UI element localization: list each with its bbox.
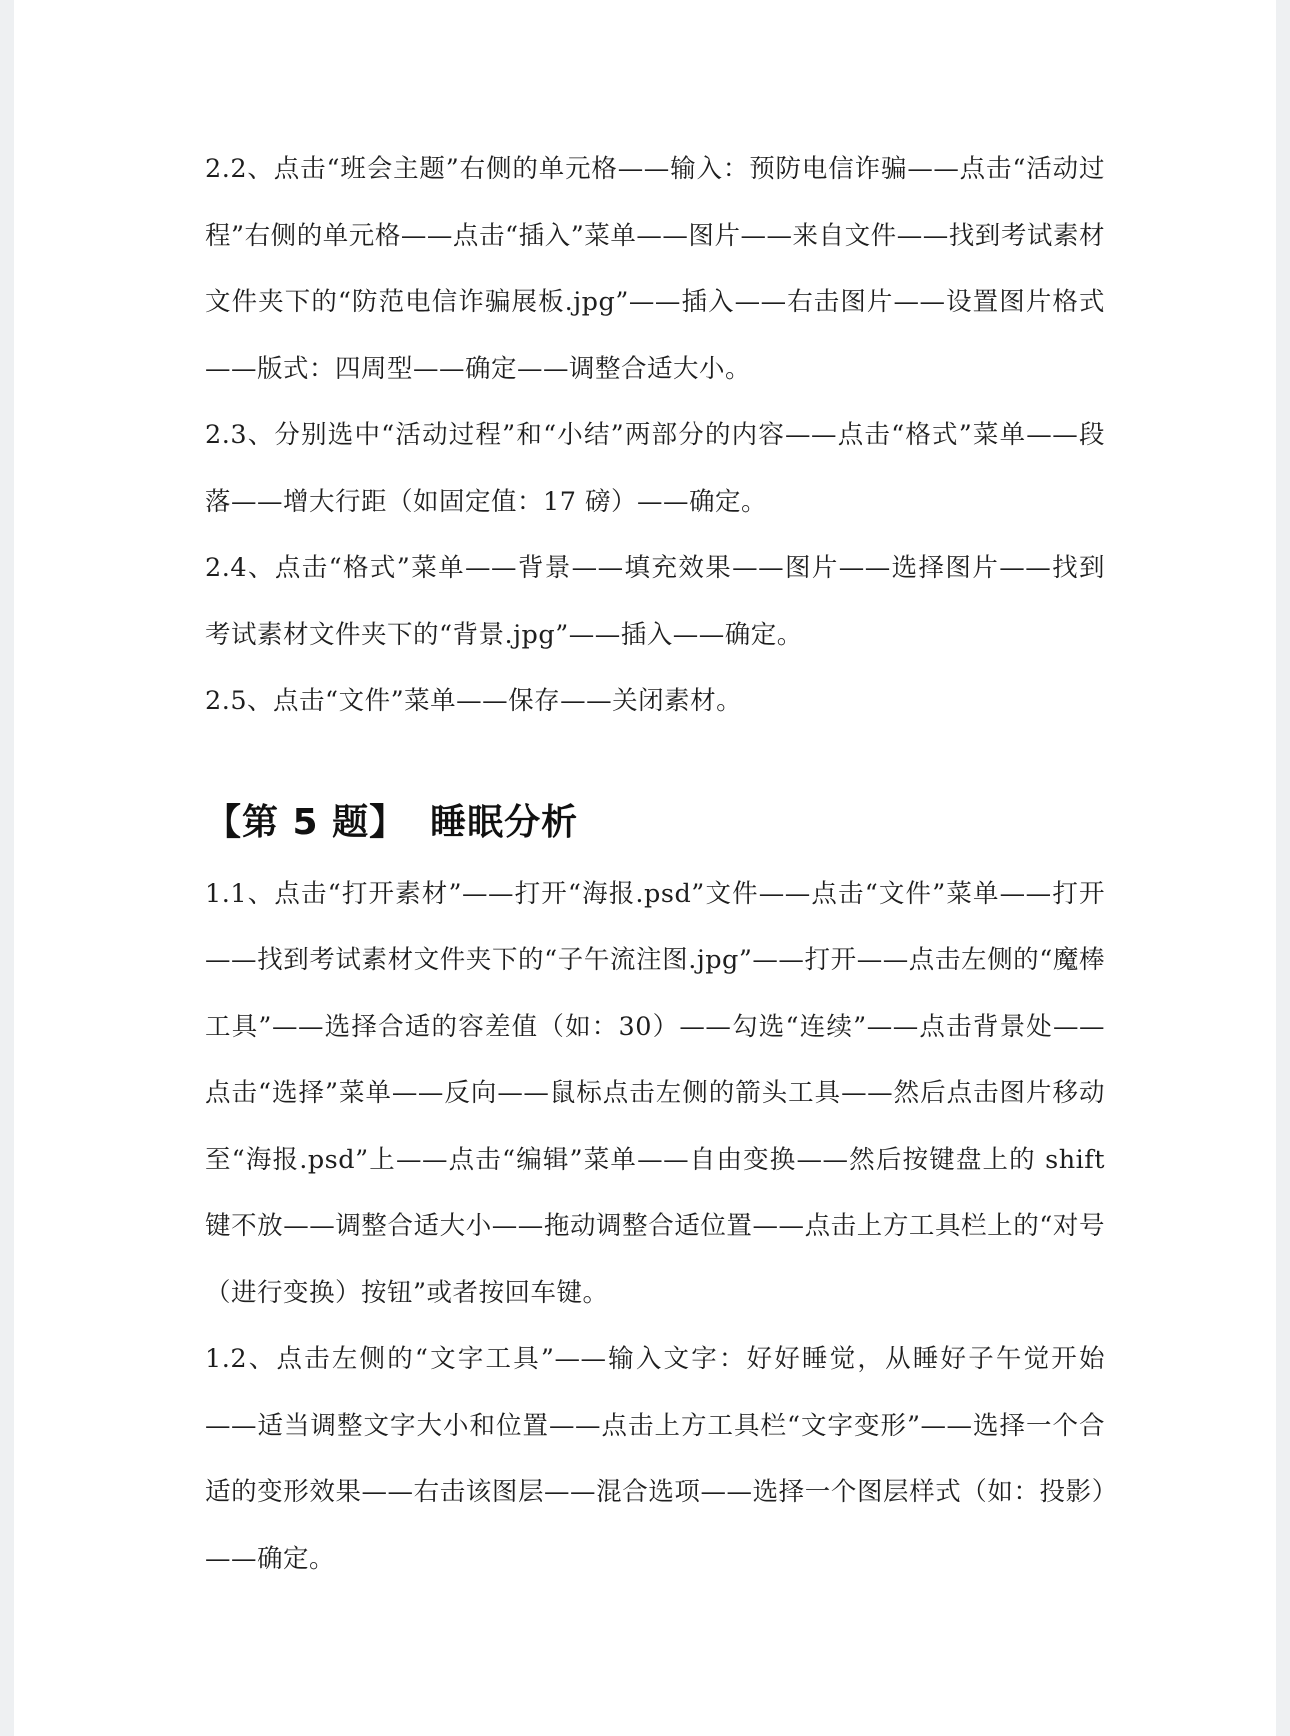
- step-2-5-paragraph: 2.5、点击“文件”菜单——保存——关闭素材。: [205, 686, 743, 716]
- document-page: [14, 0, 1276, 1736]
- step-2-4-paragraph: 2.4、点击“格式”菜单——背景——填充效果——图片——选择图片——找到考试素材文件夹下的“背景.jpg”——插入——确定。: [205, 553, 1105, 650]
- step-1-2-paragraph: 1.2、点击左侧的“文字工具”——输入文字：好好睡觉，从睡好子午觉开始——适当调整文字大小和位置——点击上方工具栏“文字变形”——选择一个合适的变形效果——右击该图层——混合选项——选择一个图层样式（如：投影）——确定。: [205, 1344, 1105, 1574]
- question-title: 睡眠分析: [430, 801, 579, 843]
- question-number-label: 【第 5 题】: [205, 801, 407, 843]
- step-2-3-paragraph: 2.3、分别选中“活动过程”和“小结”两部分的内容——点击“格式”菜单——段落——增大行距（如固定值：17 磅）——确定。: [205, 420, 1105, 517]
- question-5-heading: [205, 785, 1105, 861]
- document-content: [205, 136, 1105, 1592]
- step-1-1-paragraph: 1.1、点击“打开素材”——打开“海报.psd”文件——点击“文件”菜单——打开——找到考试素材文件夹下的“子午流注图.jpg”——打开——点击左侧的“魔棒工具”——选择合适的容差值（如：30）——勾选“连续”——点击背景处——点击“选择”菜单——反向——鼠标点击左侧的箭头工具——然后点击图片移动至“海报.psd”上——点击“编辑”菜单——自由变换——然后按键盘上的 shift 键不放——调整合适大小——拖动调整合适位置——点击上方工具栏上的“对号（进行变换）按钮”或者按回车键。: [205, 878, 1105, 1308]
- step-2-2-paragraph: 2.2、点击“班会主题”右侧的单元格——输入：预防电信诈骗——点击“活动过程”右侧的单元格——点击“插入”菜单——图片——来自文件——找到考试素材文件夹下的“防范电信诈骗展板.jpg”——插入——右击图片——设置图片格式——版式：四周型——确定——调整合适大小。: [205, 154, 1105, 384]
